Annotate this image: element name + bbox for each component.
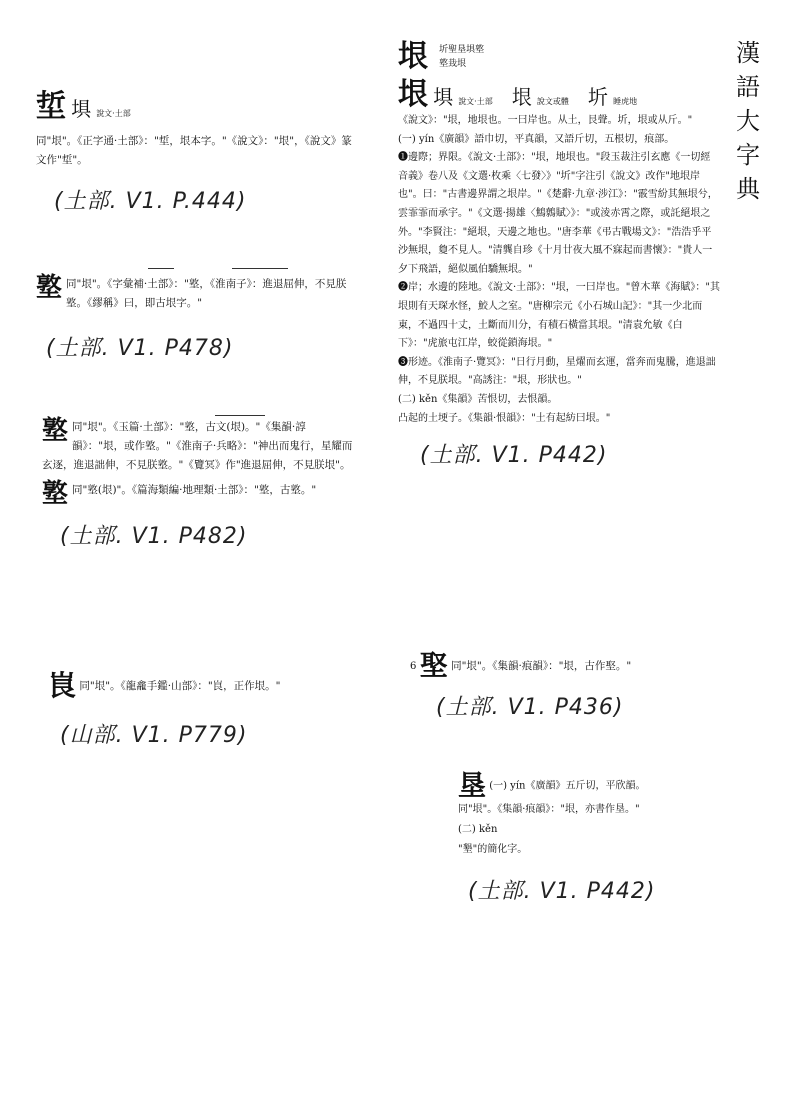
source-label: 睡虎地	[613, 97, 638, 106]
entry-line: (一) yín《廣韻》五斤切，平欣韻。	[489, 780, 646, 792]
title-char: 字	[736, 141, 760, 169]
entry-text: 同"墪(垠)"。《篇海類編·地理類·土部》："墪，古墪。"	[72, 484, 317, 496]
headword: 垠	[398, 77, 428, 112]
divider	[215, 415, 265, 416]
entry-line: ❷岸；水邊的陸地。《說文·土部》："垠，一曰岸也。"曾木華《海賦》："其垠則有天琛水怪，鮫人之室。"唐柳宗元《小石城山記》："其一少北而東，不過四十丈，土斷而川分，有積石橫當其垠。"清袁允敏《白下》："虎旅屯江岸，蛟從鎖海垠。"	[398, 282, 720, 350]
entry-line: (二) kěn《集韻》苦恨切，去恨韻。	[398, 393, 558, 405]
dictionary-title	[733, 36, 763, 206]
headword: 墪	[36, 273, 63, 303]
handwritten-note: (土部. V1. P.444)	[54, 189, 247, 214]
title-char: 漢	[736, 39, 760, 67]
entry-clip-5	[398, 39, 728, 469]
headword: 埑	[36, 89, 66, 124]
source-label: 說文或體	[536, 97, 569, 106]
entry-line: ❶邊際；界限。《說文·土部》："垠，地垠也。"段玉裁注引玄應《一切經音義》卷八及《文選·枚乘〈七發〉》"圻"字注引《說文》改作"地垠岸也"。曰："古書邊界謂之垠岸。"《楚辭·九章·涉江》："霰雪紛其無垠兮，雲霏霏而承宇。"《文選·揚雄〈鷦鷯賦〉》："或淩赤霄之際，或託絕垠之外。"李賢注："絕垠，天邊之地也。"唐李華《弔古戰場文》："浩浩乎平沙無垠，敻不見人。"清龔自珍《十月廿夜大風不寐起而書懷》："貴人一夕下飛語，絕似風伯驕無垠。"	[398, 152, 718, 275]
headword: 埾	[419, 649, 448, 682]
entry-text: 同"垠"。《正字通·土部》："埑，垠本字。"《說文》："垠"，《說文》篆文作"埑"。	[36, 135, 352, 166]
entry-text: 同"垠"。《玉篇·土部》："墪，古文(垠)。"《集韻·諄韻》："垠，或作墪。"《淮南子·兵略》："神出而鬼行，星耀而玄逐，進退詘伸，不見朕墪。"《覽冥》作"進退屈伸，不見朕垠"。	[42, 421, 353, 471]
handwritten-note: (山部. V1. P779)	[60, 723, 248, 748]
variant-form: 垠	[511, 85, 532, 109]
title-char: 大	[736, 107, 760, 135]
handwritten-note: (土部. V1. P478)	[46, 336, 234, 361]
section-number: 6	[410, 661, 417, 672]
headword: 峎	[48, 669, 77, 702]
variant-line: 圻聖垦埧墪	[439, 45, 485, 55]
entry-clip-1	[36, 89, 366, 215]
entry-line: (一) yín《廣韻》語巾切，平真韻，又語斤切，五根切，痕部。	[398, 133, 675, 145]
entry-text: 同"垠"。《龍龕手鑑·山部》："峎，正作垠。"	[79, 680, 281, 692]
variant-form: 圻	[588, 85, 609, 109]
entry-body	[398, 112, 720, 428]
entry-line: 《說文》："垠，地垠也。一曰岸也。从土，艮聲。圻，垠或从斤。"	[398, 115, 693, 126]
headword: 垠	[398, 39, 428, 74]
entry-clip-6	[410, 649, 730, 721]
entry-text: 同"垠"。《集韻·痕韻》："垠，古作埾。"	[451, 660, 632, 672]
variant-form: 埧	[433, 85, 454, 109]
entry-clip-7	[458, 769, 728, 905]
variant-line: 墪㘽垠	[439, 59, 467, 69]
entry-clip-3	[42, 418, 362, 550]
entry-line: 凸起的土埂子。《集韻·恨韻》："土有起紡曰垠。"	[398, 412, 611, 424]
handwritten-note: (土部. V1. P482)	[60, 524, 248, 549]
source-label: 說文·土部	[458, 97, 493, 106]
entry-line: "墾"的簡化字。	[458, 844, 528, 855]
headword: 垦	[458, 769, 487, 802]
variant-form: 埧	[71, 97, 92, 121]
headword: 墪	[42, 479, 69, 509]
entry-line: (二) kěn	[458, 824, 498, 835]
handwritten-note: (土部. V1. P436)	[436, 695, 624, 720]
divider	[148, 268, 174, 269]
handwritten-note: (土部. V1. P442)	[468, 879, 656, 904]
title-char: 典	[736, 175, 760, 203]
entry-clip-4	[48, 669, 368, 749]
headword: 墪	[42, 416, 69, 446]
source-label: 說文·土部	[96, 109, 131, 118]
title-char: 語	[736, 73, 760, 101]
divider	[232, 268, 288, 269]
entry-line: ❸形迹。《淮南子·覽冥》："日行月動，星燿而玄運，當奔而鬼騰，進退詘伸，不見朕垠。"高誘注："垠，形狀也。"	[398, 356, 716, 387]
handwritten-note: (土部. V1. P442)	[420, 443, 608, 469]
variant-list	[439, 43, 484, 71]
entry-line: 同"垠"。《集韻·痕韻》："垠，亦書作垦。"	[458, 804, 640, 815]
entry-clip-2	[36, 275, 366, 362]
entry-text: 同"垠"。《字彙補·土部》："墪，《淮南子》：進退屈伸，不見朕墪。《繆稱》曰，即古垠字。"	[66, 278, 347, 309]
